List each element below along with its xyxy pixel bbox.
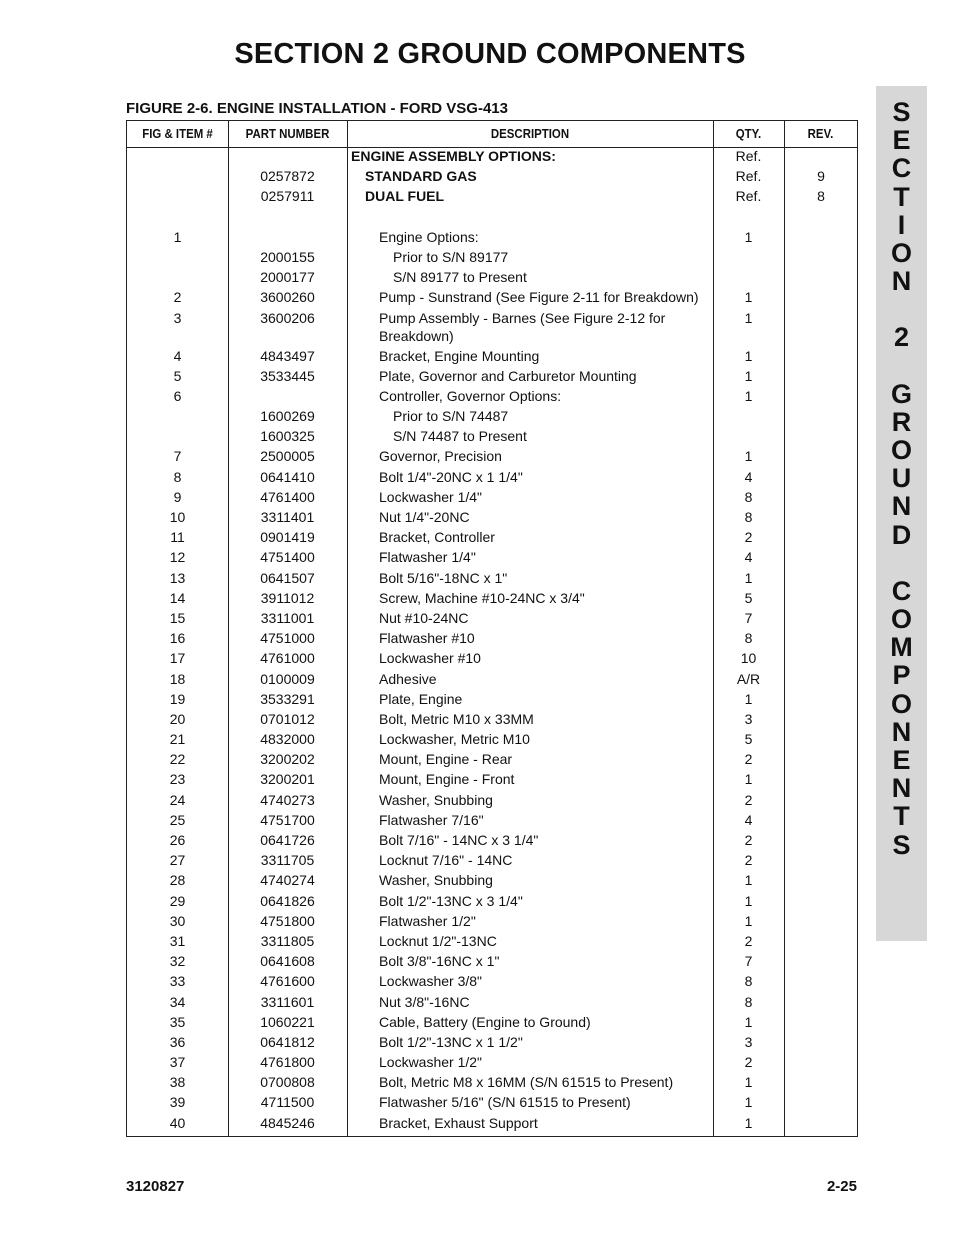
item-number-cell: 32 [169,953,186,970]
part-number-cell: 0901419 [260,529,315,546]
quantity-cell: 2 [744,529,753,546]
quantity-cell: 8 [744,973,753,990]
description-cell: Flatwasher 1/4" [379,549,476,566]
side-tab-letter: M [890,632,913,663]
part-number-cell: 2500005 [260,448,315,465]
table-row [127,730,857,750]
part-number-cell: 4832000 [260,731,315,748]
part-number-cell: 3600206 [260,309,315,326]
item-number-cell: 27 [169,852,186,869]
description-cell: Washer, Snubbing [379,791,493,808]
side-tab-letter: E [892,745,911,775]
table-row [127,347,857,367]
section-side-tab [876,86,927,941]
part-number-cell: 4740274 [260,872,315,889]
part-number-cell: 0641726 [260,832,315,848]
item-number-cell: 25 [169,811,186,828]
table-row [127,811,857,831]
part-number-cell: 3311705 [260,852,315,869]
quantity-cell: 8 [744,488,753,505]
table-row [127,468,857,488]
part-number-cell: 4751700 [260,811,315,828]
parts-table [126,120,858,1137]
description-cell: STANDARD GAS [365,168,477,185]
side-tab-letter: E [892,125,911,156]
item-number-cell: 26 [169,832,186,848]
description-cell: Bolt 5/16"-18NC x 1" [379,569,508,586]
table-row [127,629,857,649]
item-number-cell: 13 [169,569,186,586]
side-tab-letter: S [892,829,911,860]
item-number-cell: 2 [173,289,182,306]
quantity-cell: 1 [744,387,753,404]
part-number-cell: 3311001 [260,609,315,626]
item-number-cell: 19 [169,690,186,707]
side-tab-letter: C [891,575,912,606]
side-tab-letter: O [890,238,912,268]
description-cell: Bracket, Controller [379,529,495,546]
table-row [127,791,857,811]
item-number-cell: 31 [169,932,186,949]
item-number-cell: 7 [173,448,182,465]
side-tab-letter: N [891,266,912,297]
table-row [127,147,857,167]
quantity-cell: 3 [744,710,753,727]
part-number-cell: 0641507 [260,569,315,586]
description-cell: Screw, Machine #10-24NC x 3/4" [379,589,585,606]
description-cell: DUAL FUEL [365,188,445,205]
quantity-cell: A/R [736,670,761,687]
table-row [127,770,857,790]
description-cell: Bolt, Metric M10 x 33MM [379,710,534,727]
quantity-cell: 1 [744,1074,753,1091]
quantity-cell: 2 [744,751,753,768]
quantity-cell: 1 [744,309,753,326]
item-number-cell: 37 [169,1054,186,1071]
table-row [127,1073,857,1093]
description-cell: Engine Options: [379,228,479,245]
table-row [127,871,857,891]
table-row [127,268,857,288]
side-tab-letter: I [897,209,906,240]
description-cell: Cable, Battery (Engine to Ground) [379,1013,591,1030]
part-number-cell: 3600260 [260,289,315,306]
side-tab-letter: C [891,153,912,184]
description-cell: Mount, Engine - Rear [379,751,513,768]
quantity-cell: 4 [744,468,753,485]
description-cell: Lockwasher #10 [379,650,481,667]
item-number-cell: 36 [169,1033,186,1050]
table-row [127,508,857,528]
quantity-cell: 1 [744,872,753,889]
description-cell: Controller, Governor Options: [379,387,562,404]
item-number-cell: 39 [169,1094,186,1111]
description-cell: Bolt 3/8"-16NC x 1" [379,953,500,970]
table-row [127,427,857,447]
description-cell: Flatwasher 5/16" (S/N 61515 to Present) [379,1094,631,1111]
side-tab-letter: G [890,378,912,409]
part-number-cell: 0701012 [260,710,315,727]
side-tab-letter: O [890,604,912,634]
part-number-cell: 4761400 [260,488,315,505]
quantity-cell: 1 [744,771,753,788]
quantity-cell: 1 [744,912,753,929]
description-cell: Plate, Governor and Carburetor Mounting [379,367,637,384]
part-number-cell: 3533445 [260,367,315,384]
part-number-cell: 3911012 [260,589,315,606]
part-number-cell: 3311401 [260,509,315,525]
quantity-cell: 4 [744,811,753,828]
item-number-cell: 28 [169,872,186,889]
description-cell: S/N 74487 to Present [393,428,527,445]
table-row [127,387,857,407]
part-number-cell: 0257911 [260,188,315,205]
description-cell: Lockwasher, Metric M10 [379,731,530,748]
description-cell: Governor, Precision [379,448,502,465]
item-number-cell: 20 [169,710,186,727]
side-tab-letter: P [892,660,911,691]
part-number-cell: 3311601 [260,993,315,1010]
part-number-cell: 2000155 [260,248,315,265]
description-cell: Locknut 1/2"-13NC [379,932,497,949]
part-number-cell: 1600325 [260,428,315,445]
table-row [127,1033,857,1053]
part-number-cell: 4843497 [260,347,315,364]
item-number-cell: 3 [173,309,182,326]
side-tab-letter: R [891,406,912,437]
quantity-cell: 1 [744,367,753,384]
description-cell: Pump Assembly - Barnes (See Figure 2-12 for Breakdown) [379,309,666,344]
table-row [127,1093,857,1113]
item-number-cell: 21 [169,731,186,748]
table-row [127,1053,857,1073]
item-number-cell: 10 [169,509,186,525]
quantity-cell: 8 [744,509,753,525]
description-cell: Prior to S/N 74487 [393,408,509,425]
table-row [127,528,857,548]
description-cell: Nut 1/4"-20NC [379,509,470,525]
quantity-cell: Ref. [735,168,762,185]
part-number-cell: 1600269 [260,408,315,425]
item-number-cell: 38 [169,1074,186,1091]
description-cell: Bolt 1/4"-20NC x 1 1/4" [379,468,523,485]
item-number-cell: 1 [173,228,182,245]
description-cell: Bolt 1/2"-13NC x 3 1/4" [379,892,523,909]
description-cell: Prior to S/N 89177 [393,248,509,265]
item-number-cell: 12 [169,549,186,566]
table-row [127,1114,857,1134]
part-number-cell: 4845246 [260,1114,315,1131]
part-number-cell: 4711500 [260,1094,315,1111]
side-tab-letter: S [892,97,911,127]
part-number-cell: 0100009 [260,670,315,687]
quantity-cell: 1 [744,289,753,306]
part-number-cell: 0700808 [260,1074,315,1091]
table-row [127,670,857,690]
table-row [127,831,857,851]
item-number-cell: 14 [169,589,186,606]
description-cell: Adhesive [379,670,437,687]
description-cell: Bolt 7/16" - 14NC x 3 1/4" [379,832,539,848]
description-cell: ENGINE ASSEMBLY OPTIONS: [351,148,556,164]
table-row [127,972,857,992]
description-cell: S/N 89177 to Present [393,269,527,286]
quantity-cell: 2 [744,932,753,949]
part-number-cell: 0641812 [260,1033,315,1050]
description-cell: Flatwasher 7/16" [379,811,484,828]
table-row [127,248,857,268]
description-cell: Flatwasher 1/2" [379,912,476,929]
part-number-cell: 3533291 [260,690,315,707]
table-row [127,548,857,568]
quantity-cell: 1 [744,1013,753,1030]
table-row [127,1013,857,1033]
item-number-cell: 4 [173,347,182,364]
item-number-cell: 40 [169,1114,186,1131]
item-number-cell: 5 [173,367,182,384]
table-row [127,488,857,508]
document-number: 3120827 [126,1178,185,1195]
table-row [127,367,857,387]
part-number-cell: 1060221 [260,1013,315,1030]
item-number-cell: 34 [169,993,186,1010]
quantity-cell: Ref. [735,188,762,205]
column-header-description: DESCRIPTION [490,126,570,141]
table-row [127,892,857,912]
part-number-cell: 0641826 [260,892,315,909]
side-tab-letter: 2 [893,322,910,353]
quantity-cell: 10 [740,650,757,667]
quantity-cell: 1 [744,347,753,364]
table-row [127,288,857,308]
item-number-cell: 23 [169,771,186,788]
side-tab-letter: U [891,463,912,494]
quantity-cell: 7 [744,953,753,970]
item-number-cell: 17 [169,650,186,667]
quantity-cell: 1 [744,228,753,245]
quantity-cell: 3 [744,1033,753,1050]
table-row [127,447,857,467]
side-tab-letter: O [890,688,912,719]
part-number-cell: 0641410 [260,468,315,485]
part-number-cell: 3200201 [260,771,315,788]
part-number-cell: 3311805 [260,932,315,949]
item-number-cell: 30 [169,912,186,929]
item-number-cell: 33 [169,973,186,990]
part-number-cell: 4751000 [260,630,315,647]
description-cell: Bolt 1/2"-13NC x 1 1/2" [379,1033,523,1050]
part-number-cell: 0641608 [260,953,315,970]
table-row [127,589,857,609]
table-row [127,750,857,770]
figure-title: FIGURE 2-6. ENGINE INSTALLATION - FORD VSG-413 [126,100,508,117]
item-number-cell: 35 [169,1013,186,1030]
quantity-cell: 1 [744,892,753,909]
part-number-cell: 4761800 [260,1054,315,1071]
quantity-cell: 5 [744,731,753,748]
item-number-cell: 22 [169,751,186,768]
item-number-cell: 18 [169,670,186,687]
quantity-cell: 8 [744,993,753,1010]
table-row [127,993,857,1013]
page-heading: SECTION 2 GROUND COMPONENTS [234,38,746,70]
side-tab-letter: D [891,519,912,550]
description-cell: Lockwasher 1/2" [379,1054,483,1071]
item-number-cell: 9 [173,488,182,505]
item-number-cell: 29 [169,892,186,909]
table-row [127,228,857,248]
quantity-cell: 1 [744,1114,753,1131]
quantity-cell: 1 [744,1094,753,1111]
column-header-qty: QTY. [735,126,762,141]
description-cell: Bracket, Exhaust Support [379,1114,538,1131]
table-body [127,147,857,1134]
column-header-part-number: PART NUMBER [245,126,330,141]
column-header-item: FIG & ITEM # [142,126,213,141]
part-number-cell: 4761000 [260,650,315,667]
quantity-cell: 2 [744,852,753,869]
quantity-cell: 1 [744,690,753,707]
quantity-cell: 2 [744,1054,753,1071]
revision-cell: 9 [817,168,825,185]
part-number-cell: 0257872 [260,168,315,185]
quantity-cell: 2 [744,832,753,848]
item-number-cell: 24 [169,791,186,808]
description-cell: Mount, Engine - Front [379,771,515,788]
table-row [127,851,857,871]
table-row [127,167,857,187]
part-number-cell: 2000177 [260,269,315,286]
description-cell: Bracket, Engine Mounting [379,347,540,364]
table-row [127,407,857,427]
description-cell: Lockwasher 3/8" [379,973,483,990]
description-cell: Plate, Engine [379,690,463,707]
quantity-cell: 2 [744,791,753,808]
part-number-cell: 4751800 [260,912,315,929]
description-cell: Nut #10-24NC [379,609,469,626]
item-number-cell: 15 [169,609,186,626]
part-number-cell: 4761600 [260,973,315,990]
item-number-cell: 8 [173,468,182,485]
quantity-cell: Ref. [735,148,762,164]
quantity-cell: 7 [744,609,753,626]
table-row [127,569,857,589]
description-cell: Nut 3/8"-16NC [379,993,470,1010]
part-number-cell: 4740273 [260,791,315,808]
table-row [127,208,857,228]
side-tab-letter: N [891,773,912,804]
description-cell: Washer, Snubbing [379,872,493,889]
page-number: 2-25 [826,1178,857,1195]
side-tab-letter: N [891,716,912,747]
item-number-cell: 11 [170,529,185,546]
quantity-cell: 5 [744,589,753,606]
table-row [127,609,857,629]
quantity-cell: 1 [744,569,753,586]
side-tab-letter: T [893,181,910,212]
item-number-cell: 16 [169,630,186,647]
description-cell: Flatwasher #10 [379,630,475,647]
item-number-cell: 6 [173,387,182,404]
description-cell: Lockwasher 1/4" [379,488,483,505]
table-row [127,309,857,347]
revision-cell: 8 [817,188,825,205]
table-row [127,912,857,932]
side-tab-letter: T [893,801,910,832]
part-number-cell: 3200202 [260,751,315,768]
table-row [127,690,857,710]
description-cell: Locknut 7/16" - 14NC [379,852,513,869]
table-row [127,932,857,952]
table-row [127,187,857,207]
description-cell: Pump - Sunstrand (See Figure 2-11 for Breakdown) [379,289,699,306]
quantity-cell: 1 [744,448,753,465]
table-row [127,710,857,730]
side-tab-letter: N [891,491,912,522]
side-tab-letter: O [890,435,912,465]
quantity-cell: 8 [744,630,753,647]
table-row [127,952,857,972]
column-header-rev: REV. [807,126,834,141]
quantity-cell: 4 [744,549,753,566]
part-number-cell: 4751400 [260,549,315,566]
description-cell: Bolt, Metric M8 x 16MM (S/N 61515 to Present) [379,1074,674,1091]
table-row [127,649,857,669]
